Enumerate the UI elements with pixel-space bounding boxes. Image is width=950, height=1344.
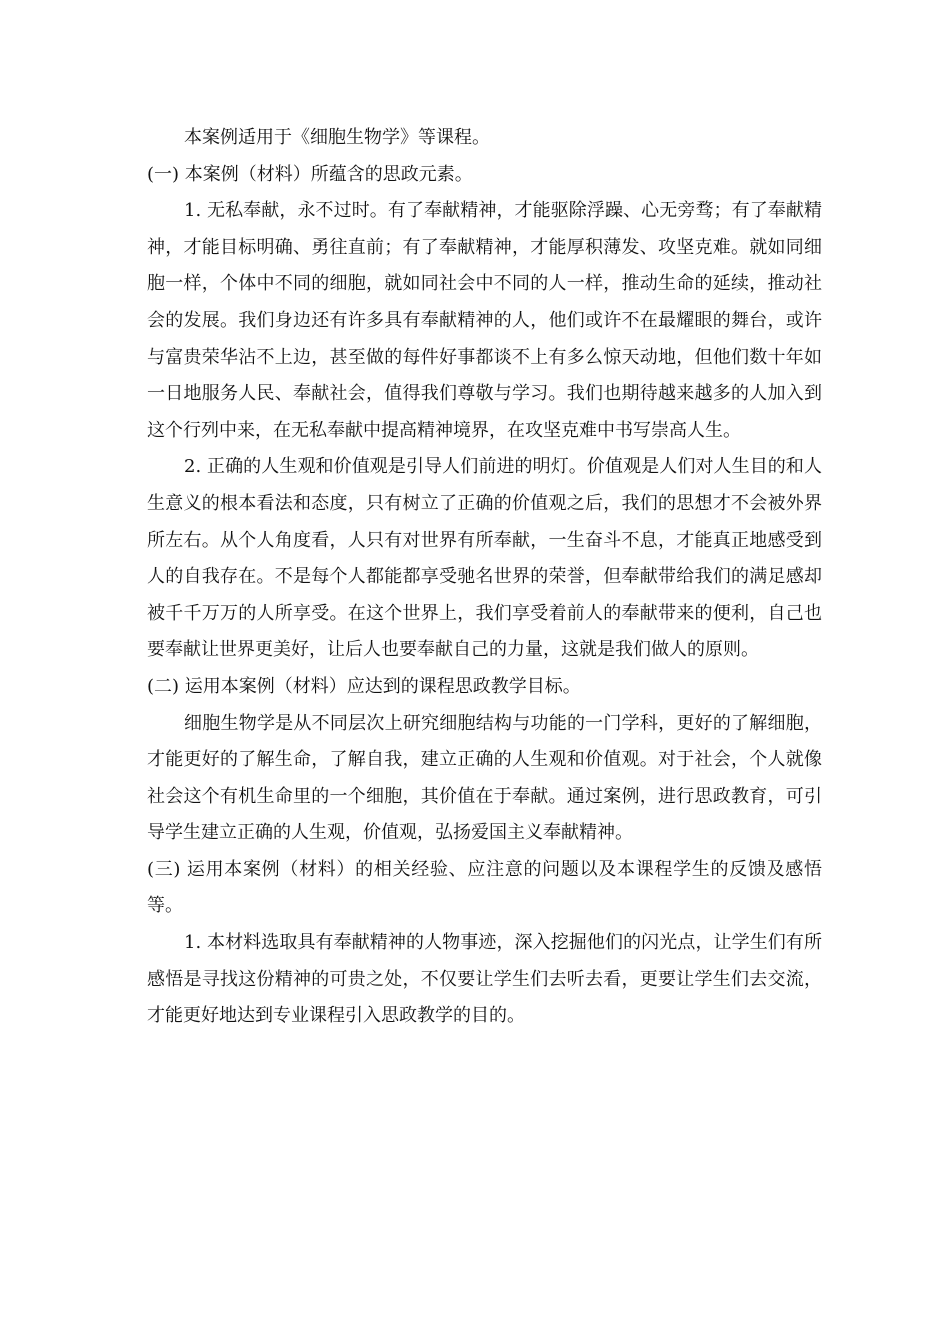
intro-paragraph: 本案例适用于《细胞生物学》等课程。 [184,127,490,148]
document-page [147,120,822,1035]
section-1-paragraph-2: 2. 正确的人生观和价值观是引导人们前进的明灯。价值观是人们对人生目的和人生意义的根本看法和态度，只有树立了正确的价值观之后，我们的思想才不会被外界所左右。从个人角度看，人只有对世界有所奉献，一生奋斗不息，才能真正地感受到人的自我存在。不是每个人都能都享受驰名世界的荣誉，但奉献带给我们的满足感却被千千万万的人所享受。在这个世界上，我们享受着前人的奉献带来的便利，自己也要奉献让世界更美好，让后人也要奉献自己的力量，这就是我们做人的原则。 [147,456,822,661]
section-1-paragraph-1: 1. 无私奉献，永不过时。有了奉献精神，才能驱除浮躁、心无旁骛；有了奉献精神，才能目标明确、勇往直前；有了奉献精神，才能厚积薄发、攻坚克难。就如同细胞一样，个体中不同的细胞，就如同社会中不同的人一样，推动生命的延续，推动社会的发展。我们身边还有许多具有奉献精神的人，他们或许不在最耀眼的舞台，或许与富贵荣华沾不上边，甚至做的每件好事都谈不上有多么惊天动地，但他们数十年如一日地服务人民、奉献社会，值得我们尊敬与学习。我们也期待越来越多的人加入到这个行列中来，在无私奉献中提高精神境界，在攻坚克难中书写崇高人生。 [147,200,822,441]
section-1-heading: (一) 本案例（材料）所蕴含的思政元素。 [147,163,473,185]
section-3-heading: (三) 运用本案例（材料）的相关经验、应注意的问题以及本课程学生的反馈及感悟等。 [147,858,822,917]
section-3-paragraph-1: 1. 本材料选取具有奉献精神的人物事迹，深入挖掘他们的闪光点，让学生们有所感悟是寻找这份精神的可贵之处，不仅要让学生们去听去看，更要让学生们去交流，才能更好地达到专业课程引入思政教学的目的。 [147,932,822,1027]
section-2-heading: (二) 运用本案例（材料）应达到的课程思政教学目标。 [147,675,581,697]
section-2-paragraph-1: 细胞生物学是从不同层次上研究细胞结构与功能的一门学科，更好的了解细胞，才能更好的了解生命，了解自我，建立正确的人生观和价值观。对于社会，个人就像社会这个有机生命里的一个细胞，其价值在于奉献。通过案例，进行思政教育，可引导学生建立正确的人生观，价值观，弘扬爱国主义奉献精神。 [147,712,822,844]
